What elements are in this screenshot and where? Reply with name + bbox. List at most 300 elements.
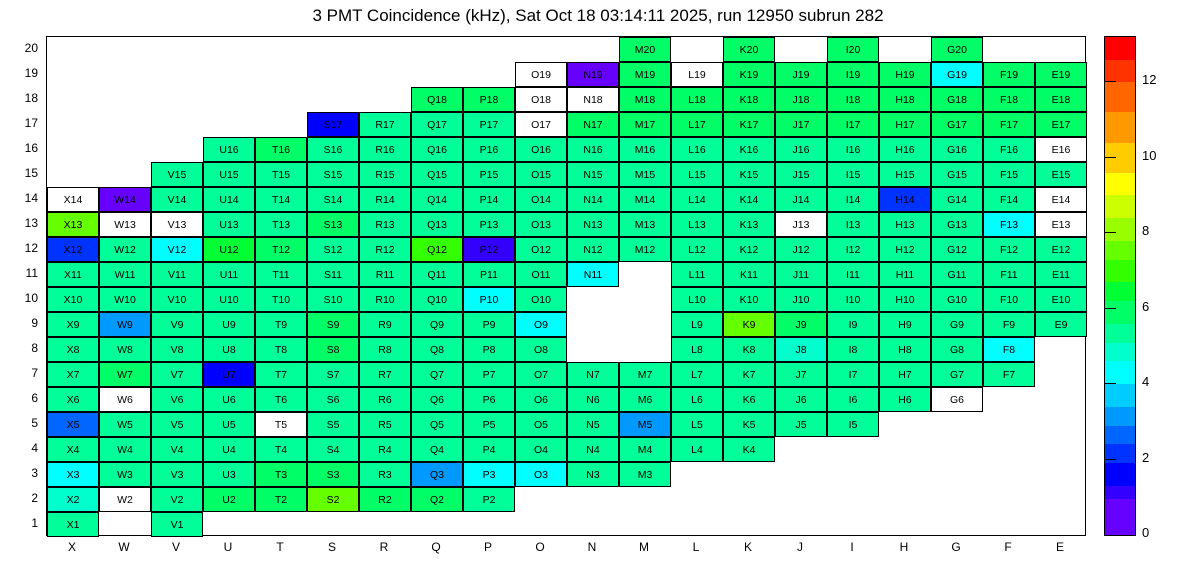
heatmap-cell: X4 bbox=[47, 437, 99, 462]
heatmap-cell: P17 bbox=[463, 112, 515, 137]
colorbar-tick-label: 0 bbox=[1142, 525, 1150, 540]
heatmap-cell: X7 bbox=[47, 362, 99, 387]
colorbar-segment bbox=[1105, 499, 1135, 535]
heatmap-cell: G6 bbox=[931, 387, 983, 412]
heatmap-cell: P7 bbox=[463, 362, 515, 387]
heatmap-cell: O13 bbox=[515, 212, 567, 237]
heatmap-cell: X3 bbox=[47, 462, 99, 487]
heatmap-cell: F10 bbox=[983, 287, 1035, 312]
heatmap-cell: M17 bbox=[619, 112, 671, 137]
heatmap-cell: U11 bbox=[203, 262, 255, 287]
heatmap-cell: Q16 bbox=[411, 137, 463, 162]
heatmap-cell: F7 bbox=[983, 362, 1035, 387]
heatmap-cell: G9 bbox=[931, 312, 983, 337]
heatmap-cell: R2 bbox=[359, 487, 411, 512]
heatmap-cell: K19 bbox=[723, 62, 775, 87]
x-tick-label: X bbox=[67, 540, 76, 554]
heatmap-cell: P11 bbox=[463, 262, 515, 287]
y-tick-label: 16 bbox=[24, 140, 38, 155]
heatmap-cell: S11 bbox=[307, 262, 359, 287]
heatmap-cell: Q11 bbox=[411, 262, 463, 287]
heatmap-cell: L10 bbox=[671, 287, 723, 312]
heatmap-cell: M6 bbox=[619, 387, 671, 412]
heatmap-cell: L11 bbox=[671, 262, 723, 287]
heatmap-cell: T6 bbox=[255, 387, 307, 412]
colorbar-tick bbox=[1104, 308, 1116, 309]
heatmap-cell: H13 bbox=[879, 212, 931, 237]
heatmap-cell: V11 bbox=[151, 262, 203, 287]
heatmap-cell: N5 bbox=[567, 412, 619, 437]
heatmap-cell: W12 bbox=[99, 237, 151, 262]
heatmap-cell: Q5 bbox=[411, 412, 463, 437]
heatmap-cell: O14 bbox=[515, 187, 567, 212]
heatmap-cell: M16 bbox=[619, 137, 671, 162]
heatmap-cell: V9 bbox=[151, 312, 203, 337]
heatmap-cell: L18 bbox=[671, 87, 723, 112]
colorbar-segment bbox=[1105, 361, 1135, 384]
heatmap-cell: J11 bbox=[775, 262, 827, 287]
heatmap-cell: M20 bbox=[619, 37, 671, 62]
heatmap-cell: R9 bbox=[359, 312, 411, 337]
heatmap-cell: R3 bbox=[359, 462, 411, 487]
heatmap-cell: S10 bbox=[307, 287, 359, 312]
heatmap-cell: O12 bbox=[515, 237, 567, 262]
heatmap-cell: Q17 bbox=[411, 112, 463, 137]
heatmap-cell: V1 bbox=[151, 512, 203, 537]
heatmap-cell: P3 bbox=[463, 462, 515, 487]
colorbar-tick bbox=[1104, 383, 1116, 384]
heatmap-cell: Q7 bbox=[411, 362, 463, 387]
heatmap-cell: Q14 bbox=[411, 187, 463, 212]
heatmap-cell: N14 bbox=[567, 187, 619, 212]
heatmap-cell: O7 bbox=[515, 362, 567, 387]
heatmap-cell: N12 bbox=[567, 237, 619, 262]
colorbar-segment bbox=[1105, 463, 1135, 486]
heatmap-cell: H19 bbox=[879, 62, 931, 87]
heatmap-cell: M7 bbox=[619, 362, 671, 387]
colorbar-tick-label: 12 bbox=[1142, 72, 1157, 88]
heatmap-cell: S16 bbox=[307, 137, 359, 162]
heatmap-cell: K16 bbox=[723, 137, 775, 162]
heatmap-cell: G10 bbox=[931, 287, 983, 312]
heatmap-cell: P2 bbox=[463, 487, 515, 512]
heatmap-cell: W5 bbox=[99, 412, 151, 437]
heatmap-cell: W6 bbox=[99, 387, 151, 412]
heatmap-cell: H12 bbox=[879, 237, 931, 262]
heatmap-cell: J16 bbox=[775, 137, 827, 162]
heatmap-cell: O19 bbox=[515, 62, 567, 87]
heatmap-cell: M5 bbox=[619, 412, 671, 437]
heatmap-cell: G15 bbox=[931, 162, 983, 187]
heatmap-cell: Q10 bbox=[411, 287, 463, 312]
heatmap-cell: R4 bbox=[359, 437, 411, 462]
y-tick-label: 10 bbox=[24, 290, 38, 305]
colorbar-segment bbox=[1105, 60, 1135, 83]
heatmap-cell: O10 bbox=[515, 287, 567, 312]
heatmap-cell: R14 bbox=[359, 187, 411, 212]
heatmap-cell: O15 bbox=[515, 162, 567, 187]
heatmap-cell: H9 bbox=[879, 312, 931, 337]
x-axis-labels bbox=[46, 540, 1086, 560]
x-tick-label: R bbox=[379, 540, 389, 554]
heatmap-cell: V14 bbox=[151, 187, 203, 212]
heatmap-cell: Q8 bbox=[411, 337, 463, 362]
heatmap-cell: V7 bbox=[151, 362, 203, 387]
heatmap-cell: N18 bbox=[567, 87, 619, 112]
heatmap-cell: K9 bbox=[723, 312, 775, 337]
y-tick-label: 15 bbox=[24, 165, 38, 180]
heatmap-cell: S15 bbox=[307, 162, 359, 187]
heatmap-cell: E11 bbox=[1035, 262, 1087, 287]
heatmap-cell: N7 bbox=[567, 362, 619, 387]
heatmap-cell: I5 bbox=[827, 412, 879, 437]
heatmap-cell: M3 bbox=[619, 462, 671, 487]
heatmap-cell: W9 bbox=[99, 312, 151, 337]
heatmap-cell: R8 bbox=[359, 337, 411, 362]
heatmap-cell: T4 bbox=[255, 437, 307, 462]
heatmap-cell: F19 bbox=[983, 62, 1035, 87]
heatmap-cell: E10 bbox=[1035, 287, 1087, 312]
heatmap-cell: X10 bbox=[47, 287, 99, 312]
x-tick-label: O bbox=[535, 540, 545, 554]
heatmap-cell: J13 bbox=[775, 212, 827, 237]
heatmap-cell: H8 bbox=[879, 337, 931, 362]
heatmap-cell: J10 bbox=[775, 287, 827, 312]
y-tick-label: 17 bbox=[24, 115, 38, 130]
heatmap-cell: L19 bbox=[671, 62, 723, 87]
heatmap-cell: I17 bbox=[827, 112, 879, 137]
heatmap-cell: S13 bbox=[307, 212, 359, 237]
y-tick-label: 6 bbox=[31, 390, 38, 405]
heatmap-cell: E17 bbox=[1035, 112, 1087, 137]
heatmap-cell: R11 bbox=[359, 262, 411, 287]
heatmap-cell: I14 bbox=[827, 187, 879, 212]
y-tick-label: 5 bbox=[31, 415, 38, 430]
heatmap-cell: G18 bbox=[931, 87, 983, 112]
heatmap-cell: I12 bbox=[827, 237, 879, 262]
heatmap-cell: U4 bbox=[203, 437, 255, 462]
heatmap-cell: K15 bbox=[723, 162, 775, 187]
heatmap-cell: X6 bbox=[47, 387, 99, 412]
x-tick-label: T bbox=[276, 540, 284, 554]
heatmap-cell: L8 bbox=[671, 337, 723, 362]
heatmap-cell: G12 bbox=[931, 237, 983, 262]
heatmap-cell: M12 bbox=[619, 237, 671, 262]
heatmap-cell: V10 bbox=[151, 287, 203, 312]
colorbar-tick bbox=[1104, 81, 1116, 82]
colorbar-segment bbox=[1105, 282, 1135, 301]
heatmap-cell: K5 bbox=[723, 412, 775, 437]
heatmap-cell: G14 bbox=[931, 187, 983, 212]
heatmap-cell: W13 bbox=[99, 212, 151, 237]
heatmap-cell: G11 bbox=[931, 262, 983, 287]
x-tick-label: V bbox=[171, 540, 180, 554]
heatmap-cell: K11 bbox=[723, 262, 775, 287]
heatmap-cell: T7 bbox=[255, 362, 307, 387]
heatmap-cell: M14 bbox=[619, 187, 671, 212]
y-tick-label: 11 bbox=[25, 265, 38, 280]
y-tick-label: 8 bbox=[31, 340, 38, 355]
x-tick-label: S bbox=[327, 540, 336, 554]
heatmap-cell: N6 bbox=[567, 387, 619, 412]
heatmap-cell: K18 bbox=[723, 87, 775, 112]
y-tick-label: 1 bbox=[31, 515, 38, 530]
heatmap-cell: I11 bbox=[827, 262, 879, 287]
heatmap-cell: F16 bbox=[983, 137, 1035, 162]
heatmap-cell: L6 bbox=[671, 387, 723, 412]
colorbar-segment bbox=[1105, 486, 1135, 499]
heatmap-cell: V12 bbox=[151, 237, 203, 262]
heatmap-cell: N3 bbox=[567, 462, 619, 487]
colorbar-segment bbox=[1105, 218, 1135, 241]
heatmap-cell: J18 bbox=[775, 87, 827, 112]
x-tick-label: N bbox=[587, 540, 597, 554]
heatmap-cell: I16 bbox=[827, 137, 879, 162]
heatmap-cell: T13 bbox=[255, 212, 307, 237]
heatmap-cell: E18 bbox=[1035, 87, 1087, 112]
heatmap-cell: P13 bbox=[463, 212, 515, 237]
heatmap-cell: G13 bbox=[931, 212, 983, 237]
heatmap-cell: N4 bbox=[567, 437, 619, 462]
heatmap-cell: S17 bbox=[307, 112, 359, 137]
heatmap-cell: U13 bbox=[203, 212, 255, 237]
heatmap-cell: R15 bbox=[359, 162, 411, 187]
x-tick-label: U bbox=[223, 540, 233, 554]
heatmap-cell: I13 bbox=[827, 212, 879, 237]
colorbar-tick-label: 2 bbox=[1142, 449, 1150, 465]
heatmap-cell: I19 bbox=[827, 62, 879, 87]
heatmap-cell: Q4 bbox=[411, 437, 463, 462]
heatmap-cell: P6 bbox=[463, 387, 515, 412]
colorbar-segment bbox=[1105, 301, 1135, 324]
heatmap-cell: P16 bbox=[463, 137, 515, 162]
heatmap-grid bbox=[46, 36, 1086, 536]
heatmap-cell: J12 bbox=[775, 237, 827, 262]
heatmap-cell: T8 bbox=[255, 337, 307, 362]
y-tick-label: 9 bbox=[31, 315, 38, 330]
heatmap-cell: W11 bbox=[99, 262, 151, 287]
heatmap-cell: E13 bbox=[1035, 212, 1087, 237]
y-tick-label: 3 bbox=[31, 465, 38, 480]
colorbar-segment bbox=[1105, 324, 1135, 343]
heatmap-cell: K17 bbox=[723, 112, 775, 137]
heatmap-cell: F18 bbox=[983, 87, 1035, 112]
heatmap-cell: I15 bbox=[827, 162, 879, 187]
heatmap-cell: L17 bbox=[671, 112, 723, 137]
heatmap-cell: H10 bbox=[879, 287, 931, 312]
heatmap-cell: E15 bbox=[1035, 162, 1087, 187]
heatmap-cell: X2 bbox=[47, 487, 99, 512]
heatmap-cell: X1 bbox=[47, 512, 99, 537]
heatmap-cell: Q15 bbox=[411, 162, 463, 187]
heatmap-cell: U6 bbox=[203, 387, 255, 412]
heatmap-cell: L4 bbox=[671, 437, 723, 462]
heatmap-cell: F13 bbox=[983, 212, 1035, 237]
heatmap-cell: F14 bbox=[983, 187, 1035, 212]
heatmap-cell: Q18 bbox=[411, 87, 463, 112]
heatmap-cell: S12 bbox=[307, 237, 359, 262]
heatmap-cell: S3 bbox=[307, 462, 359, 487]
heatmap-cell: H6 bbox=[879, 387, 931, 412]
page-title: 3 PMT Coincidence (kHz), Sat Oct 18 03:14:11 2025, run 12950 subrun 282 bbox=[312, 6, 884, 25]
colorbar-segment bbox=[1105, 112, 1135, 142]
heatmap-cell: O18 bbox=[515, 87, 567, 112]
heatmap-cell: F8 bbox=[983, 337, 1035, 362]
heatmap-cell: O5 bbox=[515, 412, 567, 437]
colorbar-segment bbox=[1105, 407, 1135, 426]
heatmap-cell: N11 bbox=[567, 262, 619, 287]
heatmap-cell: J7 bbox=[775, 362, 827, 387]
heatmap-cell: G16 bbox=[931, 137, 983, 162]
colorbar-segment bbox=[1105, 241, 1135, 260]
heatmap-cell: L12 bbox=[671, 237, 723, 262]
heatmap-cell: W10 bbox=[99, 287, 151, 312]
x-tick-label: Q bbox=[431, 540, 441, 554]
heatmap-cell: G8 bbox=[931, 337, 983, 362]
colorbar bbox=[1104, 36, 1136, 536]
heatmap-cell: R17 bbox=[359, 112, 411, 137]
heatmap-cell: H14 bbox=[879, 187, 931, 212]
heatmap-cell: U10 bbox=[203, 287, 255, 312]
heatmap-cell: G17 bbox=[931, 112, 983, 137]
heatmap-cell: F11 bbox=[983, 262, 1035, 287]
heatmap-cell: M13 bbox=[619, 212, 671, 237]
heatmap-cell: R12 bbox=[359, 237, 411, 262]
heatmap-cell: O16 bbox=[515, 137, 567, 162]
heatmap-cell: W14 bbox=[99, 187, 151, 212]
heatmap-cell: S8 bbox=[307, 337, 359, 362]
heatmap-cell: S4 bbox=[307, 437, 359, 462]
heatmap-cell: T14 bbox=[255, 187, 307, 212]
heatmap-cell: X9 bbox=[47, 312, 99, 337]
colorbar-segment bbox=[1105, 384, 1135, 407]
heatmap-cell: K14 bbox=[723, 187, 775, 212]
heatmap-cell: N17 bbox=[567, 112, 619, 137]
heatmap-cell: L7 bbox=[671, 362, 723, 387]
heatmap-cell: V6 bbox=[151, 387, 203, 412]
heatmap-cell: P15 bbox=[463, 162, 515, 187]
colorbar-segment bbox=[1105, 260, 1135, 283]
y-tick-label: 4 bbox=[31, 440, 38, 455]
heatmap-cell: V3 bbox=[151, 462, 203, 487]
heatmap-cell: E14 bbox=[1035, 187, 1087, 212]
heatmap-cell: O11 bbox=[515, 262, 567, 287]
heatmap-cell: T9 bbox=[255, 312, 307, 337]
heatmap-cell: O3 bbox=[515, 462, 567, 487]
heatmap-cell: Q9 bbox=[411, 312, 463, 337]
heatmap-cell: J14 bbox=[775, 187, 827, 212]
heatmap-cell: P4 bbox=[463, 437, 515, 462]
heatmap-cell: M4 bbox=[619, 437, 671, 462]
heatmap-cell: I7 bbox=[827, 362, 879, 387]
heatmap-cell: G7 bbox=[931, 362, 983, 387]
colorbar-tick-label: 10 bbox=[1142, 147, 1157, 163]
y-tick-label: 14 bbox=[24, 190, 38, 205]
colorbar-tick-label: 6 bbox=[1142, 298, 1150, 314]
colorbar-segment bbox=[1105, 426, 1135, 445]
x-tick-label: W bbox=[118, 540, 130, 554]
colorbar-tick bbox=[1104, 459, 1116, 460]
heatmap-cell: U9 bbox=[203, 312, 255, 337]
heatmap-cell: R16 bbox=[359, 137, 411, 162]
heatmap-cell: L14 bbox=[671, 187, 723, 212]
heatmap-cell: F17 bbox=[983, 112, 1035, 137]
heatmap-cell: K8 bbox=[723, 337, 775, 362]
heatmap-cell: J15 bbox=[775, 162, 827, 187]
heatmap-cell: O17 bbox=[515, 112, 567, 137]
heatmap-cell: K13 bbox=[723, 212, 775, 237]
heatmap-cell: E16 bbox=[1035, 137, 1087, 162]
heatmap-cell: K12 bbox=[723, 237, 775, 262]
heatmap-cell: T2 bbox=[255, 487, 307, 512]
heatmap-cell: F12 bbox=[983, 237, 1035, 262]
heatmap-cell: G20 bbox=[931, 37, 983, 62]
heatmap-cell: S9 bbox=[307, 312, 359, 337]
heatmap-cell: V8 bbox=[151, 337, 203, 362]
colorbar-segment bbox=[1105, 343, 1135, 362]
heatmap-cell: J5 bbox=[775, 412, 827, 437]
heatmap-cell: P18 bbox=[463, 87, 515, 112]
heatmap-cell: U8 bbox=[203, 337, 255, 362]
heatmap-cell: Q2 bbox=[411, 487, 463, 512]
x-tick-label: J bbox=[797, 540, 803, 554]
heatmap-cell: X11 bbox=[47, 262, 99, 287]
heatmap-plot bbox=[46, 36, 1086, 536]
heatmap-cell: H15 bbox=[879, 162, 931, 187]
heatmap-cell: X13 bbox=[47, 212, 99, 237]
heatmap-cell: V5 bbox=[151, 412, 203, 437]
y-tick-label: 12 bbox=[24, 240, 38, 255]
y-tick-label: 20 bbox=[24, 40, 38, 55]
heatmap-cell: J6 bbox=[775, 387, 827, 412]
heatmap-cell: S2 bbox=[307, 487, 359, 512]
heatmap-cell: W4 bbox=[99, 437, 151, 462]
heatmap-cell: R6 bbox=[359, 387, 411, 412]
heatmap-cell: H7 bbox=[879, 362, 931, 387]
heatmap-cell: H16 bbox=[879, 137, 931, 162]
colorbar-tick bbox=[1104, 157, 1116, 158]
heatmap-cell: X14 bbox=[47, 187, 99, 212]
heatmap-cell: E9 bbox=[1035, 312, 1087, 337]
heatmap-cell: M15 bbox=[619, 162, 671, 187]
heatmap-cell: U7 bbox=[203, 362, 255, 387]
heatmap-cell: K10 bbox=[723, 287, 775, 312]
heatmap-cell: J17 bbox=[775, 112, 827, 137]
heatmap-cell: G19 bbox=[931, 62, 983, 87]
x-tick-label: L bbox=[692, 540, 700, 554]
x-tick-label: H bbox=[899, 540, 909, 554]
heatmap-cell: F15 bbox=[983, 162, 1035, 187]
heatmap-cell: L13 bbox=[671, 212, 723, 237]
heatmap-cell: P8 bbox=[463, 337, 515, 362]
heatmap-cell: Q3 bbox=[411, 462, 463, 487]
heatmap-cell: J9 bbox=[775, 312, 827, 337]
heatmap-cell: E12 bbox=[1035, 237, 1087, 262]
heatmap-cell: L5 bbox=[671, 412, 723, 437]
heatmap-cell: T15 bbox=[255, 162, 307, 187]
y-axis-labels bbox=[0, 36, 42, 536]
heatmap-cell: U2 bbox=[203, 487, 255, 512]
heatmap-cell: I10 bbox=[827, 287, 879, 312]
heatmap-cell: I18 bbox=[827, 87, 879, 112]
heatmap-cell: E19 bbox=[1035, 62, 1087, 87]
colorbar-segment bbox=[1105, 37, 1135, 60]
heatmap-cell: W3 bbox=[99, 462, 151, 487]
heatmap-cell: M19 bbox=[619, 62, 671, 87]
heatmap-cell: T11 bbox=[255, 262, 307, 287]
heatmap-cell: M18 bbox=[619, 87, 671, 112]
heatmap-cell: I6 bbox=[827, 387, 879, 412]
